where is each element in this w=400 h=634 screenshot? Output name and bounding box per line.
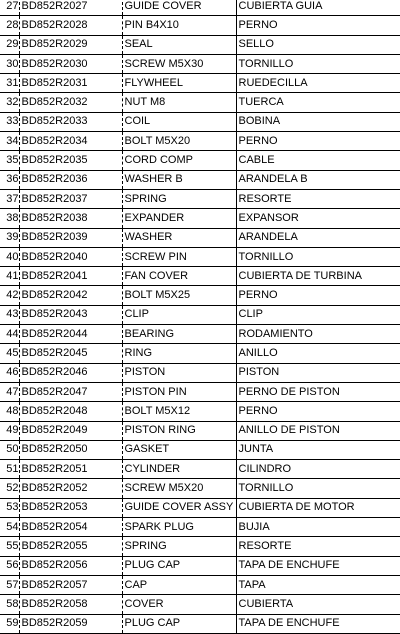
- part-code-cell: BD852R2027: [19, 0, 122, 16]
- row-number-cell: 43: [0, 305, 19, 324]
- part-name-english-cell: SCREW M5X30: [122, 54, 236, 73]
- part-name-spanish-cell: PERNO: [236, 286, 400, 305]
- row-number-cell: 38: [0, 209, 19, 228]
- table-row: [0, 170, 400, 189]
- part-code-cell: BD852R2032: [19, 93, 122, 112]
- part-code-cell: BD852R2037: [19, 189, 122, 208]
- part-code-cell: BD852R2048: [19, 402, 122, 421]
- part-name-english-cell: BOLT M5X20: [122, 132, 236, 151]
- table-row: [0, 54, 400, 73]
- part-code-cell: BD852R2038: [19, 209, 122, 228]
- part-name-english-cell: SPRING: [122, 189, 236, 208]
- table-row: [0, 556, 400, 575]
- table-row: [0, 575, 400, 594]
- row-number-cell: 54: [0, 518, 19, 537]
- part-name-english-cell: SEAL: [122, 35, 236, 54]
- part-name-spanish-cell: ANILLO DE PISTON: [236, 421, 400, 440]
- part-code-cell: BD852R2042: [19, 286, 122, 305]
- part-name-spanish-cell: ARANDELA: [236, 228, 400, 247]
- table-row: [0, 498, 400, 517]
- row-number-cell: 47: [0, 382, 19, 401]
- part-name-english-cell: FAN COVER: [122, 267, 236, 286]
- table-row: [0, 74, 400, 93]
- row-number-cell: 53: [0, 498, 19, 517]
- part-name-spanish-cell: CUBIERTA DE TURBINA: [236, 267, 400, 286]
- part-name-spanish-cell: ANILLO: [236, 344, 400, 363]
- part-name-spanish-cell: PERNO: [236, 16, 400, 35]
- part-name-english-cell: GASKET: [122, 440, 236, 459]
- row-number-cell: 45: [0, 344, 19, 363]
- part-code-cell: BD852R2041: [19, 267, 122, 286]
- row-number-cell: 27: [0, 0, 19, 16]
- table-row: [0, 112, 400, 131]
- part-name-english-cell: PISTON: [122, 363, 236, 382]
- part-name-spanish-cell: CUBIERTA GUIA: [236, 0, 400, 16]
- part-code-cell: BD852R2029: [19, 35, 122, 54]
- part-name-spanish-cell: EXPANSOR: [236, 209, 400, 228]
- part-code-cell: BD852R2039: [19, 228, 122, 247]
- part-name-english-cell: CLIP: [122, 305, 236, 324]
- part-name-english-cell: CORD COMP: [122, 151, 236, 170]
- row-number-cell: 28: [0, 16, 19, 35]
- part-name-spanish-cell: RODAMIENTO: [236, 325, 400, 344]
- part-name-english-cell: RING: [122, 344, 236, 363]
- row-number-cell: 33: [0, 112, 19, 131]
- row-number-cell: 35: [0, 151, 19, 170]
- row-number-cell: 56: [0, 556, 19, 575]
- part-code-cell: BD852R2036: [19, 170, 122, 189]
- part-code-cell: BD852R2054: [19, 518, 122, 537]
- part-name-spanish-cell: TUERCA: [236, 93, 400, 112]
- part-name-spanish-cell: CILINDRO: [236, 460, 400, 479]
- part-name-english-cell: PLUG CAP: [122, 614, 236, 633]
- part-name-spanish-cell: JUNTA: [236, 440, 400, 459]
- table-row: [0, 267, 400, 286]
- part-name-english-cell: BEARING: [122, 325, 236, 344]
- row-number-cell: 51: [0, 460, 19, 479]
- part-code-cell: BD852R2034: [19, 132, 122, 151]
- part-name-spanish-cell: BUJIA: [236, 518, 400, 537]
- part-name-spanish-cell: TAPA DE ENCHUFE: [236, 556, 400, 575]
- part-code-cell: BD852R2050: [19, 440, 122, 459]
- part-code-cell: BD852R2049: [19, 421, 122, 440]
- part-name-spanish-cell: CLIP: [236, 305, 400, 324]
- table-row: [0, 440, 400, 459]
- part-name-spanish-cell: SELLO: [236, 35, 400, 54]
- table-row: [0, 325, 400, 344]
- part-name-spanish-cell: RESORTE: [236, 189, 400, 208]
- table-row: [0, 286, 400, 305]
- row-number-cell: 32: [0, 93, 19, 112]
- part-name-spanish-cell: TORNILLO: [236, 247, 400, 266]
- part-name-english-cell: WASHER: [122, 228, 236, 247]
- part-code-cell: BD852R2028: [19, 16, 122, 35]
- table-row: [0, 402, 400, 421]
- row-number-cell: 41: [0, 267, 19, 286]
- part-name-spanish-cell: TORNILLO: [236, 479, 400, 498]
- part-name-english-cell: FLYWHEEL: [122, 74, 236, 93]
- part-name-english-cell: WASHER B: [122, 170, 236, 189]
- table-row: [0, 363, 400, 382]
- part-name-spanish-cell: ARANDELA B: [236, 170, 400, 189]
- part-name-english-cell: NUT M8: [122, 93, 236, 112]
- part-name-english-cell: COIL: [122, 112, 236, 131]
- part-code-cell: BD852R2047: [19, 382, 122, 401]
- table-row: [0, 614, 400, 633]
- part-code-cell: BD852R2035: [19, 151, 122, 170]
- part-name-english-cell: PLUG CAP: [122, 556, 236, 575]
- part-code-cell: BD852R2045: [19, 344, 122, 363]
- table-row: [0, 189, 400, 208]
- row-number-cell: 30: [0, 54, 19, 73]
- part-name-spanish-cell: BOBINA: [236, 112, 400, 131]
- part-name-english-cell: COVER: [122, 595, 236, 614]
- table-row: [0, 247, 400, 266]
- row-number-cell: 55: [0, 537, 19, 556]
- table-row: [0, 35, 400, 54]
- part-name-spanish-cell: RESORTE: [236, 537, 400, 556]
- part-code-cell: BD852R2052: [19, 479, 122, 498]
- table-row: [0, 382, 400, 401]
- row-number-cell: 29: [0, 35, 19, 54]
- part-name-english-cell: BOLT M5X25: [122, 286, 236, 305]
- row-number-cell: 49: [0, 421, 19, 440]
- part-name-english-cell: PIN B4X10: [122, 16, 236, 35]
- table-row: [0, 537, 400, 556]
- table-row: [0, 460, 400, 479]
- row-number-cell: 42: [0, 286, 19, 305]
- part-code-cell: BD852R2051: [19, 460, 122, 479]
- row-number-cell: 59: [0, 614, 19, 633]
- row-number-cell: 46: [0, 363, 19, 382]
- table-row: [0, 595, 400, 614]
- row-number-cell: 50: [0, 440, 19, 459]
- part-code-cell: BD852R2058: [19, 595, 122, 614]
- table-row: [0, 518, 400, 537]
- row-number-cell: 37: [0, 189, 19, 208]
- part-name-english-cell: CAP: [122, 575, 236, 594]
- part-name-english-cell: GUIDE COVER: [122, 0, 236, 16]
- part-name-english-cell: PISTON PIN: [122, 382, 236, 401]
- table-row: [0, 421, 400, 440]
- part-name-spanish-cell: PERNO: [236, 132, 400, 151]
- part-name-english-cell: GUIDE COVER ASSY: [122, 498, 236, 517]
- part-name-spanish-cell: CUBIERTA: [236, 595, 400, 614]
- part-name-spanish-cell: RUEDECILLA: [236, 74, 400, 93]
- table-row: [0, 93, 400, 112]
- row-number-cell: 40: [0, 247, 19, 266]
- table-row: [0, 305, 400, 324]
- part-code-cell: BD852R2059: [19, 614, 122, 633]
- table-row: [0, 16, 400, 35]
- part-name-spanish-cell: CABLE: [236, 151, 400, 170]
- part-name-spanish-cell: CUBIERTA DE MOTOR: [236, 498, 400, 517]
- table-row: [0, 151, 400, 170]
- row-number-cell: 58: [0, 595, 19, 614]
- part-code-cell: BD852R2046: [19, 363, 122, 382]
- row-number-cell: 48: [0, 402, 19, 421]
- row-number-cell: 57: [0, 575, 19, 594]
- part-code-cell: BD852R2053: [19, 498, 122, 517]
- part-name-spanish-cell: TORNILLO: [236, 54, 400, 73]
- part-name-spanish-cell: PERNO: [236, 402, 400, 421]
- row-number-cell: 34: [0, 132, 19, 151]
- part-name-english-cell: SCREW M5X20: [122, 479, 236, 498]
- part-code-cell: BD852R2057: [19, 575, 122, 594]
- row-number-cell: 31: [0, 74, 19, 93]
- part-name-english-cell: EXPANDER: [122, 209, 236, 228]
- part-code-cell: BD852R2056: [19, 556, 122, 575]
- part-name-english-cell: SPRING: [122, 537, 236, 556]
- part-name-english-cell: SCREW PIN: [122, 247, 236, 266]
- table-row: [0, 0, 400, 16]
- table-row: [0, 344, 400, 363]
- part-code-cell: BD852R2044: [19, 325, 122, 344]
- table-row: [0, 132, 400, 151]
- part-code-cell: BD852R2040: [19, 247, 122, 266]
- table-row: [0, 209, 400, 228]
- part-name-spanish-cell: TAPA: [236, 575, 400, 594]
- part-code-cell: BD852R2030: [19, 54, 122, 73]
- table-row: [0, 228, 400, 247]
- row-number-cell: 39: [0, 228, 19, 247]
- part-name-english-cell: CYLINDER: [122, 460, 236, 479]
- part-name-spanish-cell: PISTON: [236, 363, 400, 382]
- part-name-english-cell: PISTON RING: [122, 421, 236, 440]
- part-code-cell: BD852R2055: [19, 537, 122, 556]
- part-name-spanish-cell: PERNO DE PISTON: [236, 382, 400, 401]
- row-number-cell: 44: [0, 325, 19, 344]
- row-number-cell: 36: [0, 170, 19, 189]
- part-code-cell: BD852R2031: [19, 74, 122, 93]
- part-code-cell: BD852R2043: [19, 305, 122, 324]
- row-number-cell: 52: [0, 479, 19, 498]
- table-row: [0, 479, 400, 498]
- part-name-english-cell: BOLT M5X12: [122, 402, 236, 421]
- part-code-cell: BD852R2033: [19, 112, 122, 131]
- part-name-spanish-cell: TAPA DE ENCHUFE: [236, 614, 400, 633]
- part-name-english-cell: SPARK PLUG: [122, 518, 236, 537]
